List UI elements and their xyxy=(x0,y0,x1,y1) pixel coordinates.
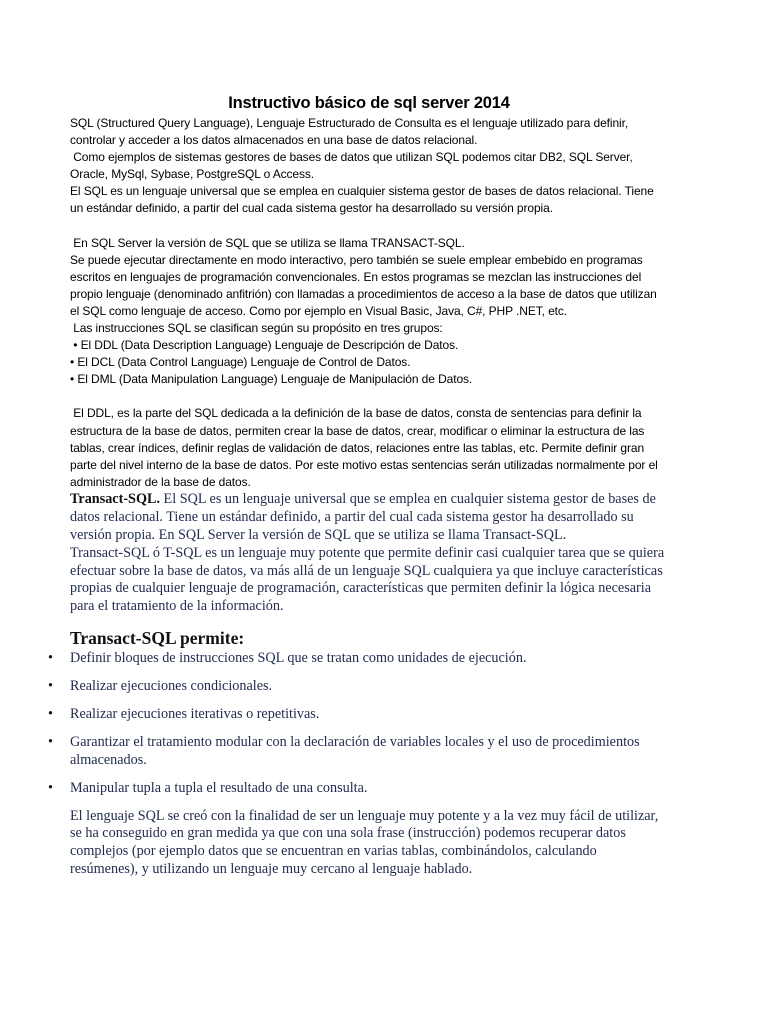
bullet-icon: • xyxy=(48,733,53,750)
permite-heading: Transact-SQL permite: xyxy=(70,628,245,649)
list-item xyxy=(48,733,668,770)
tsql-paragraph-1: En SQL Server la versión de SQL que se utiliza se llama TRANSACT-SQL. xyxy=(70,235,465,250)
document-title: Instructivo básico de sql server 2014 xyxy=(228,94,510,112)
ddl-paragraph: El DDL, es la parte del SQL dedicada a la definición de la base de datos, consta de sentencias para definir la estructura de la base de datos, permiten crear la base de datos, crear, modificar o eliminar la estructura de las tablas, crear índices, definir reglas de validación de datos, relaciones entre las tablas, etc. Permite definir gran parte del nivel interno de la base de datos. Por este motivo estas sentencias serán utilizadas normalmente por el administrador de la base de datos. xyxy=(70,406,661,489)
transact-lead-bold: Transact-SQL. xyxy=(70,490,160,507)
bullet-icon: • xyxy=(48,705,53,722)
permite-list xyxy=(48,650,668,797)
intro-paragraph-3: El SQL es un lenguaje universal que se emplea en cualquier sistema gestor de bases de datos relacional. Tiene un estándar definido, a partir del cual cada sistema gestor ha desarrollado su versión propia. xyxy=(70,184,654,216)
transact-section xyxy=(48,490,668,879)
group-dcl: • El DCL (Data Control Language) Lenguaje de Control de Datos. xyxy=(70,355,411,370)
list-item-text: Definir bloques de instrucciones SQL que se tratan como unidades de ejecución. xyxy=(70,650,527,667)
list-item xyxy=(48,779,668,798)
list-item xyxy=(48,650,668,668)
spacer xyxy=(70,388,668,405)
list-item xyxy=(48,678,668,696)
tsql-groups-intro: Las instrucciones SQL se clasifican según su propósito en tres grupos: xyxy=(70,321,443,336)
bullet-icon: • xyxy=(48,650,53,667)
transact-lead-text: El SQL es un lenguaje universal que se emplea en cualquier sistema gestor de bases de datos relacional. Tiene un estándar definido, a partir del cual cada sistema gestor ha desarrollado su versión propia. En SQL Server la versión de SQL que se utiliza se llama Transact-SQL. xyxy=(70,490,656,543)
tsql-paragraph-2: Se puede ejecutar directamente en modo interactivo, pero también se suele emplear embebido en programas escritos en lenguajes de programación convencionales. En estos programas se mezclan las instrucciones del propio lenguaje (denominado anfitrión) con llamadas a procedimientos de acceso a la base de datos que utilizan el SQL como lenguaje de acceso. Como por ejemplo en Visual Basic, Java, C#, PHP .NET, etc. xyxy=(70,252,657,318)
intro-paragraph-1: SQL (Structured Query Language), Lenguaje Estructurado de Consulta es el lenguaje utilizado para definir, controlar y acceder a los datos almacenados en una base de datos relacional. xyxy=(70,116,629,148)
bullet-icon: • xyxy=(48,779,53,796)
list-item-text: Garantizar el tratamiento modular con la declaración de variables locales y el uso de procedimientos almacenados. xyxy=(70,733,640,768)
transact-paragraph-2: Transact-SQL ó T-SQL es un lenguaje muy potente que permite definir casi cualquier tarea que se quiera efectuar sobre la base de datos, va más allá de un lenguaje SQL cualquiera ya que incluye características propias de cualquier lenguaje de programación, características que permiten definir la lógica necesaria para el tratamiento de la información. xyxy=(70,544,665,615)
intro-paragraph-2: Como ejemplos de sistemas gestores de bases de datos que utilizan SQL podemos citar DB2, SQL Server, Oracle, MySql, Sybase, PostgreSQL o Access. xyxy=(70,150,636,182)
list-item-text: Realizar ejecuciones iterativas o repetitivas. xyxy=(70,705,320,722)
list-item xyxy=(48,705,668,724)
intro-section xyxy=(70,115,668,491)
bullet-icon: • xyxy=(48,678,53,695)
closing-paragraph: El lenguaje SQL se creó con la finalidad de ser un lenguaje muy potente y a la vez muy fácil de utilizar, se ha conseguido en gran medida ya que con una sola frase (instrucción) podemos recuperar datos complejos (por ejemplo datos que se encuentran en varias tablas, combinándolos, calculando resúmenes), y utilizando un lenguaje muy cercano al lenguaje hablado. xyxy=(70,807,659,878)
transact-paragraph-1 xyxy=(70,491,668,545)
group-dml: • El DML (Data Manipulation Language) Lenguaje de Manipulación de Datos. xyxy=(70,372,473,387)
spacer xyxy=(70,218,668,235)
list-item-text: Realizar ejecuciones condicionales. xyxy=(70,678,273,695)
group-ddl: • El DDL (Data Description Language) Lenguaje de Descripción de Datos. xyxy=(70,338,459,353)
list-item-text: Manipular tupla a tupla el resultado de una consulta. xyxy=(70,779,368,796)
